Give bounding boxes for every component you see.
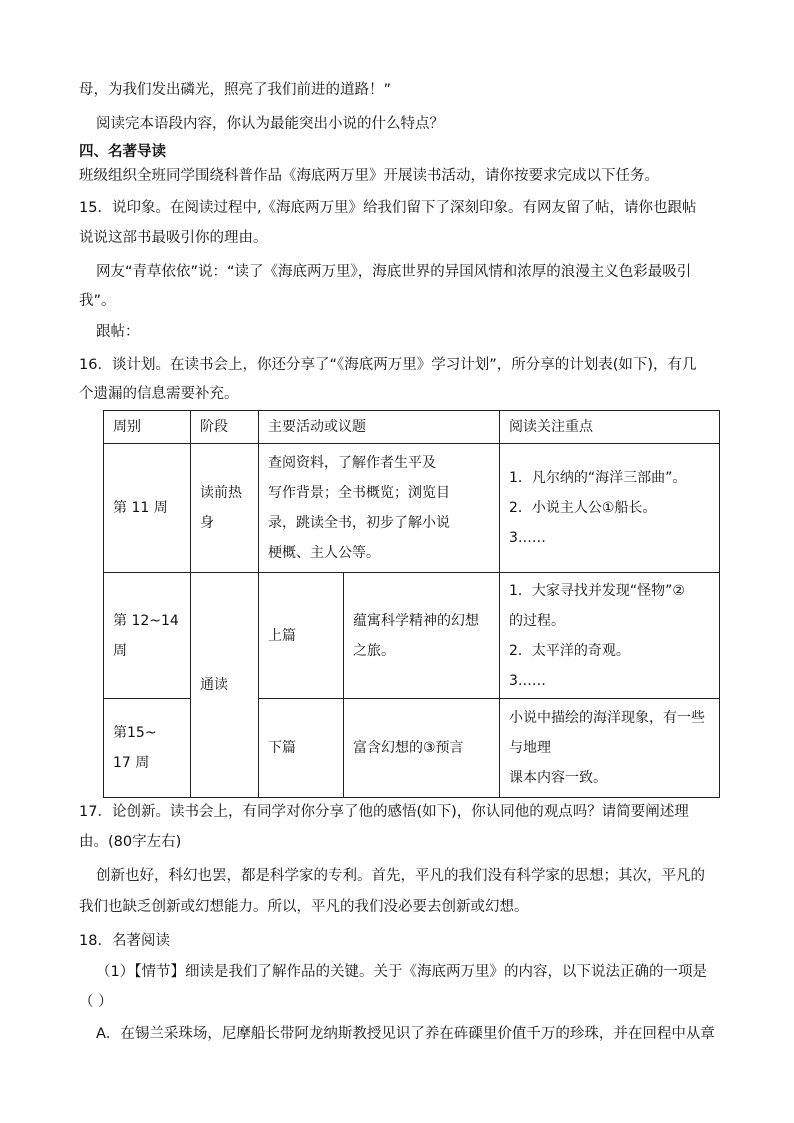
question-15-cont: 说说这部书最吸引你的理由。	[79, 230, 268, 246]
week-cell: 第 12~14周	[104, 573, 191, 699]
question-17: 17．论创新。读书会上，有同学对你分享了他的感悟(如下)，你认同他的观点吗？请简要阐述理	[79, 804, 689, 820]
question-16: 16．谈计划。在读书会上，你还分享了“《海底两万里》学习计划”，所分享的计划表(如下)，有几	[79, 357, 697, 373]
question-15: 15．说印象。在阅读过程中,《海底两万里》给我们留下了深刻印象。有网友留了帖，请你也跟帖	[79, 200, 697, 216]
stage-cell: 通读	[191, 573, 259, 798]
topic-cell: 蕴寓科学精神的幻想 之旅。	[344, 573, 500, 699]
netizen-quote-cont: 我”。	[79, 293, 116, 309]
focus-cell: 1．大家寻找并发现“怪物”② 的过程。 2．太平洋的奇观。 3……	[500, 573, 720, 699]
topic-cell: 富含幻想的③预言	[344, 699, 500, 798]
question-18: 18．名著阅读	[79, 933, 170, 949]
table-row	[104, 444, 720, 573]
netizen-quote: 网友“青草依依”说：“读了《海底两万里》，海底世界的异国风情和浓厚的浪漫主义色彩最吸引	[96, 264, 692, 280]
part-cell: 下篇	[259, 699, 344, 798]
classmate-view: 创新也好，科幻也罢，都是科学家的专利。首先，平凡的我们没有科学家的思想；其次，平凡的	[96, 868, 705, 884]
reading-plan-table	[103, 410, 720, 798]
section-intro: 班级组织全班同学围绕科普作品《海底两万里》开展读书活动，请你按要求完成以下任务。	[79, 168, 659, 184]
focus-cell: 1．凡尔纳的“海洋三部曲”。 2．小说主人公①船长。 3……	[500, 444, 720, 573]
question-prompt: 阅读完本语段内容，你认为最能突出小说的什么特点？	[96, 116, 444, 132]
question-17-cont: 由。(80字左右)	[79, 834, 182, 850]
header-focus: 阅读关注重点	[500, 411, 720, 444]
classmate-view-cont: 我们也缺乏创新或幻想能力。所以，平凡的我们没必要去创新或幻想。	[79, 899, 529, 915]
week-cell: 第 11 周	[104, 444, 191, 573]
answer-blank: （ ）	[79, 994, 113, 1010]
header-activity: 主要活动或议题	[259, 411, 500, 444]
table-row	[104, 573, 720, 699]
reply-label: 跟帖：	[96, 324, 140, 340]
table-header-row	[104, 411, 720, 444]
question-16-cont: 个遗漏的信息需要补充。	[79, 386, 239, 402]
week-cell: 第15~ 17 周	[104, 699, 191, 798]
focus-cell: 小说中描绘的海洋现象，有一些 与地理 课本内容一致。	[500, 699, 720, 798]
question-18-1: （1）【情节】细读是我们了解作品的关键。关于《海底两万里》的内容，以下说法正确的一项是	[96, 964, 707, 980]
part-cell: 上篇	[259, 573, 344, 699]
stage-cell: 读前热 身	[191, 444, 259, 573]
header-week: 周别	[104, 411, 191, 444]
activity-cell: 查阅资料，了解作者生平及 写作背景；全书概览；浏览目 录，跳读全书，初步了解小说 梗概、主人公等。	[259, 444, 500, 573]
option-a: A．在锡兰采珠场，尼摩船长带阿龙纳斯教授见识了养在砗磲里价值千万的珍珠，并在回程中从章	[96, 1026, 715, 1042]
header-stage: 阶段	[191, 411, 259, 444]
section-heading: 四、名著导读	[79, 144, 166, 160]
text-line: 母，为我们发出磷光，照亮了我们前进的道路！”	[79, 82, 392, 98]
